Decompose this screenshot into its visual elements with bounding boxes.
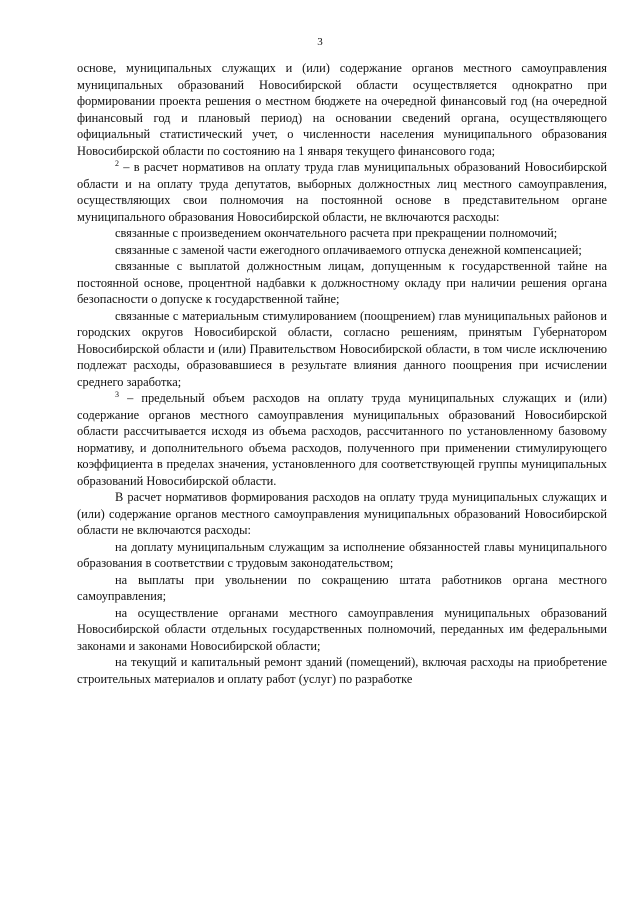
footnote-3-paragraph [77, 390, 607, 489]
paragraph-text: связанные с произведением окончательного расчета при прекращении полномочий; [115, 226, 558, 240]
paragraph-4 [77, 242, 607, 259]
paragraph-text: на доплату муниципальным служащим за исполнение обязанностей главы муниципального образования в соответствии с трудовым законодательством; [77, 539, 607, 570]
paragraph-8 [77, 489, 607, 539]
paragraph-text: связанные с материальным стимулированием (поощрением) глав муниципальных районов и городских округов Новосибирской области, согласно решениям, принятым Губернатором Новосибирской области и (или) Правительством Новосибирской области, в том числе исключению подлежат расходы, образовавшиеся в результате влияния данного поощрения при исчислении среднего заработка; [77, 308, 607, 389]
paragraph-5 [77, 258, 607, 308]
footnote-2-paragraph [77, 159, 607, 225]
paragraph-text: основе, муниципальных служащих и (или) содержание органов местного самоуправления муниципальных образований Новосибирской области осуществляется однократно при формировании проекта решения о местном бюджете на очередной финансовый год (на очередной финансовый год и плановый период) на основании сведений органа, осуществляющего официальный статистический учет, о численности населения муниципального образования Новосибирской области по состоянию на 1 января текущего финансового года; [77, 61, 607, 158]
page-number: 3 [317, 36, 323, 48]
paragraph-text: связанные с заменой части ежегодного оплачиваемого отпуска денежной компенсацией; [115, 242, 582, 257]
paragraph-text: на выплаты при увольнении по сокращению штата работников органа местного самоуправления; [77, 572, 607, 603]
paragraph-11 [77, 605, 607, 655]
paragraph-3 [77, 225, 607, 242]
footnote-marker: 2 [115, 159, 119, 168]
paragraph-text: В расчет нормативов формирования расходов на оплату труда муниципальных служащих и (или) содержание органов местного самоуправления муниципальных образований Новосибирской области не включаются расходы: [77, 490, 607, 537]
paragraph-12 [77, 654, 607, 687]
paragraph-1 [77, 60, 607, 159]
paragraph-text: связанные с выплатой должностным лицам, допущенным к государственной тайне на постоянной основе, процентной надбавки к должностному окладу при наличии решения органа безопасности о допуске к государственной тайне; [77, 259, 607, 306]
paragraph-6 [77, 308, 607, 391]
body-text [77, 60, 607, 687]
paragraph-text: – предельный объем расходов на оплату труда муниципальных служащих и (или) содержание органов местного самоуправления муниципальных образований Новосибирской области рассчитывается исходя из объема расходов, рассчитанного по установленному базовому нормативу, и дополнительного объема расходов, полученного при применении стимулирующего коэффициента в пределах значения, установленного для соответствующей группы муниципальных образований Новосибирской области. [77, 391, 607, 488]
paragraph-9 [77, 539, 607, 572]
footnote-marker: 3 [115, 390, 119, 399]
paragraph-text: – в расчет нормативов на оплату труда глав муниципальных образований Новосибирской области и на оплату труда депутатов, выборных должностных лиц местного самоуправления, осуществляющих свои полномочия на постоянной основе в представительном органе муниципального образования Новосибирской области, не включаются расходы: [77, 160, 607, 224]
paragraph-text: на текущий и капитальный ремонт зданий (помещений), включая расходы на приобретение строительных материалов и оплату работ (услуг) по разработке [77, 655, 607, 686]
paragraph-10 [77, 572, 607, 605]
paragraph-text: на осуществление органами местного самоуправления муниципальных образований Новосибирской области отдельных государственных полномочий, переданных им федеральными законами и законами Новосибирской области; [77, 605, 607, 653]
